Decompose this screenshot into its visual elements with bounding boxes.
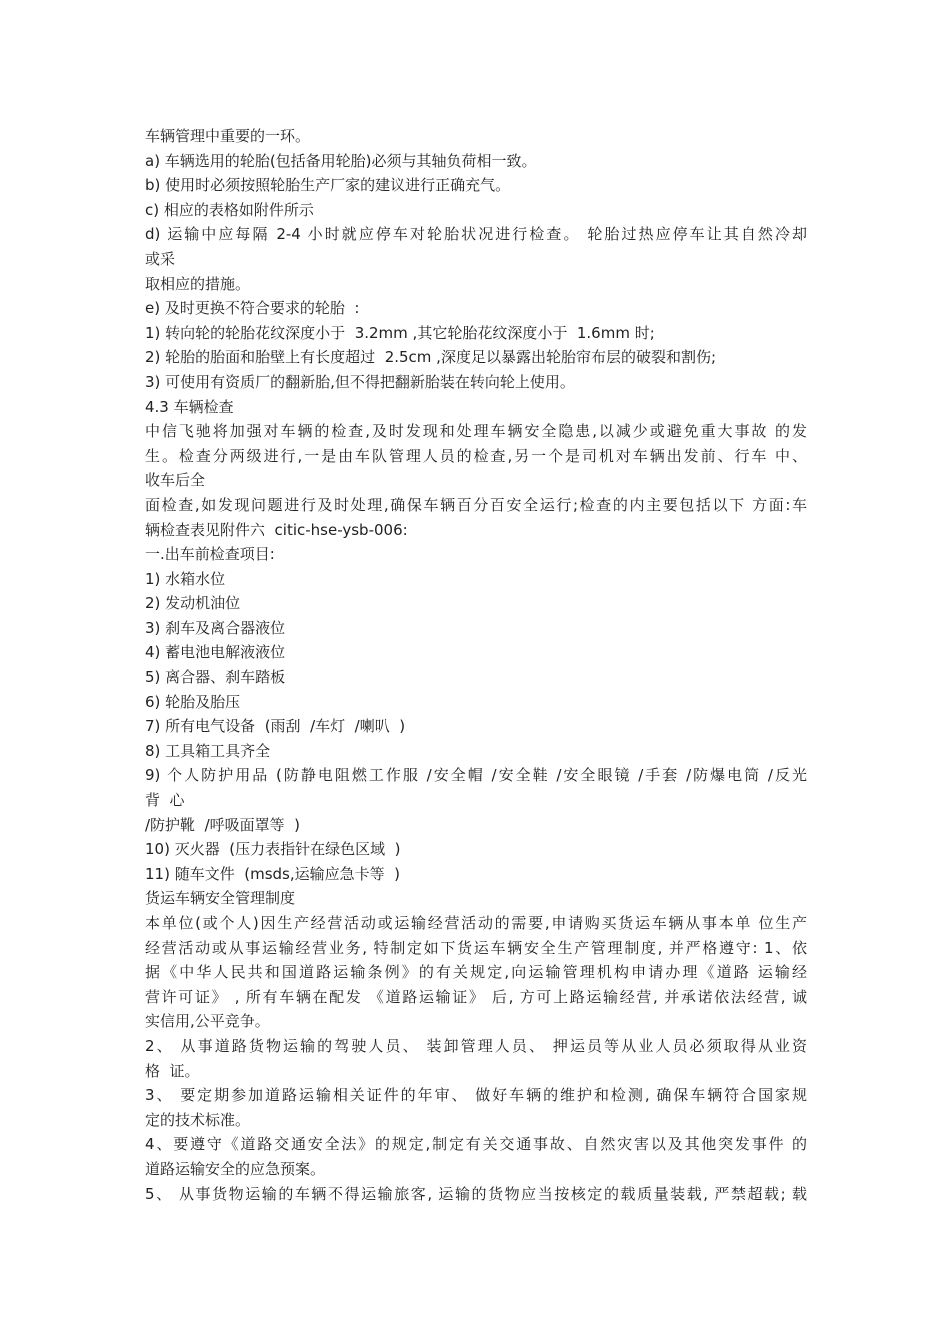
document-line: 4) 蓄电池电解液液位 — [145, 643, 286, 662]
document-line: 生。检查分两级进行,一是由车队管理人员的检查,另一个是司机对车辆出发前、行车 中、 — [145, 446, 807, 465]
document-line: /防护靴 /呼吸面罩等 ) — [145, 815, 301, 834]
document-line: 格 证。 — [145, 1061, 200, 1080]
document-line: 2) 轮胎的胎面和胎壁上有长度超过 2.5cm ,深度足以暴露出轮胎帘布层的破裂和割伤; — [145, 348, 717, 367]
document-line: a) 车辆选用的轮胎(包括备用轮胎)必须与其轴负荷相一致。 — [145, 151, 537, 170]
document-line: e) 及时更换不符合要求的轮胎 : — [145, 299, 360, 318]
document-line: 1) 转向轮的轮胎花纹深度小于 3.2mm ,其它轮胎花纹深度小于 1.6mm 时; — [145, 323, 655, 342]
document-line: 营许可证》 , 所有车辆在配发 《道路运输证》 后, 方可上路运输经营, 并承诺依法经营, 诚 — [145, 987, 807, 1006]
document-line: 6) 轮胎及胎压 — [145, 692, 241, 711]
document-line: 据《中华人民共和国道路运输条例》的有关规定,向运输管理机构申请办理《道路 运输经 — [145, 963, 807, 982]
document-line: 1) 水箱水位 — [145, 569, 226, 588]
document-line: 辆检查表见附件六 citic-hse-ysb-006: — [145, 520, 408, 539]
document-line: 道路运输安全的应急预案。 — [145, 1159, 326, 1178]
document-line: 7) 所有电气设备 (雨刮 /车灯 /喇叭 ) — [145, 717, 406, 736]
document-line: 车辆管理中重要的一环。 — [145, 127, 311, 145]
document-line: d) 运输中应每隔 2-4 小时就应停车对轮胎状况进行检查。 轮胎过热应停车让其自然冷却 — [145, 225, 807, 244]
document-line: 4、要遵守《道路交通安全法》的规定,制定有关交通事故、自然灾害以及其他突发事件 的 — [145, 1135, 807, 1154]
document-line: 实信用,公平竞争。 — [145, 1012, 270, 1031]
document-line: 一.出车前检查项目: — [145, 545, 275, 564]
document-line: 货运车辆安全管理制度 — [145, 889, 296, 908]
document-page — [145, 124, 807, 1206]
document-line: 收车后全 — [145, 471, 206, 490]
document-line: 定的技术标准。 — [145, 1110, 251, 1129]
document-line: 本单位(或个人)因生产经营活动或运输经营活动的需要,申请购买货运车辆从事本单 位生产 — [145, 914, 807, 932]
document-line: 3) 刹车及离合器液位 — [145, 618, 286, 637]
document-line: 9) 个人防护用品 (防静电阻燃工作服 /安全帽 /安全鞋 /安全眼镜 /手套 /防爆电筒 /反光 — [145, 766, 807, 785]
document-line: 5) 离合器、刹车踏板 — [145, 668, 286, 687]
document-line: 2、 从事道路货物运输的驾驶人员、 装卸管理人员、 押运员等从业人员必须取得从业资 — [145, 1036, 807, 1055]
document-line: 10) 灭火器 (压力表指针在绿色区域 ) — [145, 840, 401, 859]
document-line: 3、 要定期参加道路运输相关证件的年审、 做好车辆的维护和检测, 确保车辆符合国家规 — [145, 1086, 807, 1105]
document-line: 经营活动或从事运输经营业务, 特制定如下货运车辆安全生产管理制度, 并严格遵守: 1、依 — [145, 938, 807, 957]
document-line: 3) 可使用有资质厂的翻新胎,但不得把翻新胎装在转向轮上使用。 — [145, 372, 575, 391]
document-line: 背 心 — [145, 791, 185, 810]
document-line: c) 相应的表格如附件所示 — [145, 200, 314, 219]
document-line: b) 使用时必须按照轮胎生产厂家的建议进行正确充气。 — [145, 176, 511, 195]
document-line: 或采 — [145, 249, 176, 268]
document-line: 5、 从事货物运输的车辆不得运输旅客, 运输的货物应当按核定的载质量装载, 严禁超载; 载 — [145, 1184, 807, 1203]
document-line: 中信飞驰将加强对车辆的检查,及时发现和处理车辆安全隐患,以减少或避免重大事故 的发 — [145, 422, 807, 441]
document-line: 8) 工具箱工具齐全 — [145, 741, 271, 760]
document-line: 2) 发动机油位 — [145, 594, 241, 613]
document-line: 取相应的措施。 — [145, 274, 251, 293]
document-line: 面检查,如发现问题进行及时处理,确保车辆百分百安全运行;检查的内主要包括以下 方面:车 — [145, 495, 807, 514]
document-line: 4.3 车辆检查 — [145, 397, 234, 416]
document-line: 11) 随车文件 (msds,运输应急卡等 ) — [145, 864, 401, 883]
